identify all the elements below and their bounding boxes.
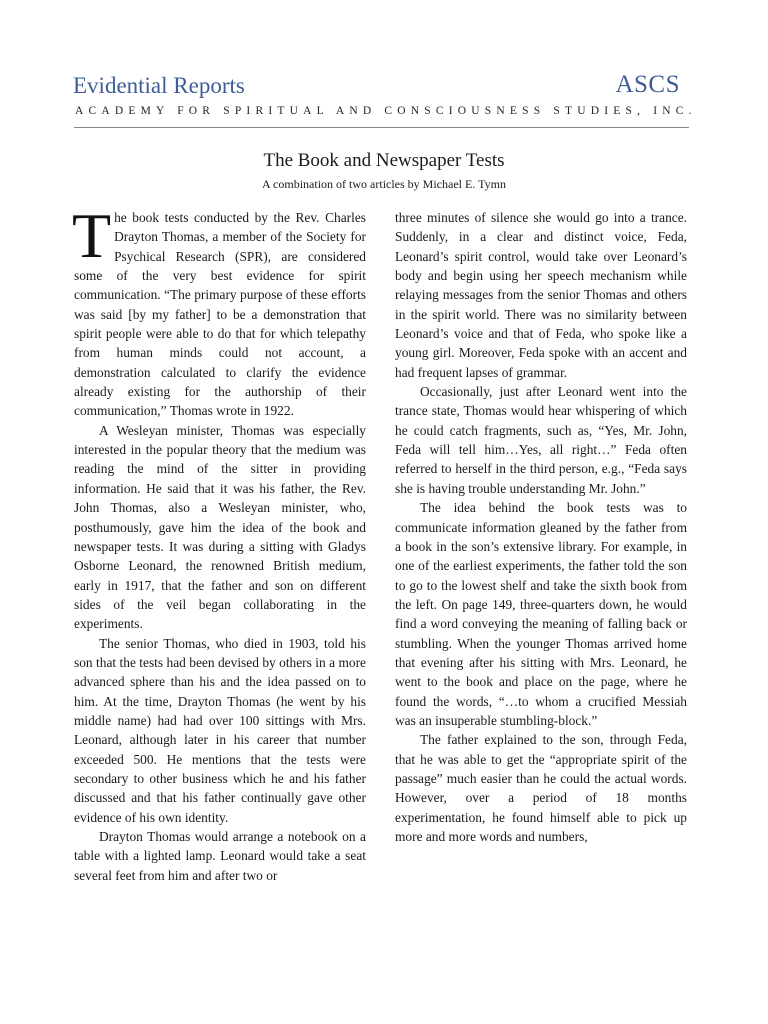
header-divider <box>74 127 689 128</box>
paragraph-text: he book tests conducted by the Rev. Charles Drayton Thomas, a member of the Society for Psychical Research (SPR), are considered some of the very best evidence for spirit communication. “The primary purpose of these efforts was said [by my father] to be a demonstration that spirit people were able to do that for which telepathy from human minds could not account, a demonstration calculated to clarify the evidence already existing for the authorship of their communication,” Thomas wrote in 1922. <box>74 210 366 419</box>
paragraph: A Wesleyan minister, Thomas was especially interested in the popular theory that the medium was reading the mind of the sitter in providing information. He said that it was his father, the Rev. John Thomas, also a Wesleyan minister, who, posthumously, gave him the idea of the book and newspaper tests. It was during a sitting with Gladys Osborne Leonard, the renowned British medium, early in 1917, that the father and son on different sides of the veil began collaborating in the experiments. <box>74 422 366 632</box>
drop-cap: T <box>72 200 112 271</box>
organization-acronym: ASCS <box>615 71 680 98</box>
paragraph: The father explained to the son, through Feda, that he was able to get the “appropriate spirit of the passage” much easier than he could the actual words. However, over a period of 18 months experimentation, he found himself able to pick up more and more words and numbers, <box>395 732 687 844</box>
paragraph <box>72 200 366 421</box>
paragraph: The idea behind the book tests was to communicate information gleaned by the father from a book in the son’s extensive library. For example, in one of the earliest experiments, the father told the son to go to the lowest shelf and take the sixth book from the left. On page 149, three-quarters down, he would find a word conveying the meaning of falling back or stumbling. When the younger Thomas arrived home that evening after his sitting with Mrs. Leonard, he went to the book and place on the page, where he found the words, “…to whom a crucified Messiah was an insuperable stumbling-block.” <box>395 500 687 728</box>
paragraph: Occasionally, just after Leonard went into the trance state, Thomas would hear whispering of which he could catch fragments, such as, “Yes, Mr. John, Feda will tell him…Yes, all right…” Feda often referred to herself in the third person, e.g., “Feda says she is having trouble understanding Mr. John.” <box>395 384 687 496</box>
publication-title: Evidential Reports <box>73 73 245 98</box>
paragraph: The senior Thomas, who died in 1903, told his son that the tests had been devised by others in a more advanced sphere than his and the idea passed on to him. At the time, Drayton Thomas (he went by his middle name) had had over 100 sittings with Mrs. Leonard, although later in his career that number exceeded 500. He mentions that the tests were secondary to other business which he and his father discussed and that his father continually gave other evidence of his own identity. <box>74 635 366 825</box>
article-byline: A combination of two articles by Michael E. Tymn <box>262 177 506 191</box>
left-column <box>72 200 366 885</box>
right-column <box>395 208 687 846</box>
paragraph: Drayton Thomas would arrange a notebook on a table with a lighted lamp. Leonard would take a seat several feet from him and after two or <box>74 829 366 883</box>
organization-name: ACADEMY FOR SPIRITUAL AND CONSCIOUSNESS STUDIES, INC. <box>75 105 697 117</box>
paragraph: three minutes of silence she would go into a trance. Suddenly, in a clear and distinct voice, Feda, Leonard’s spirit control, would take over Leonard’s body and begin using her speech mechanism while relaying messages from the senior Thomas and others in the spirit world. There was no similarity between Leonard’s voice and that of Feda, who spoke like a young girl. Moreover, Feda spoke with an accent and had frequent lapses of grammar. <box>395 210 687 380</box>
article-title: The Book and Newspaper Tests <box>263 150 505 171</box>
